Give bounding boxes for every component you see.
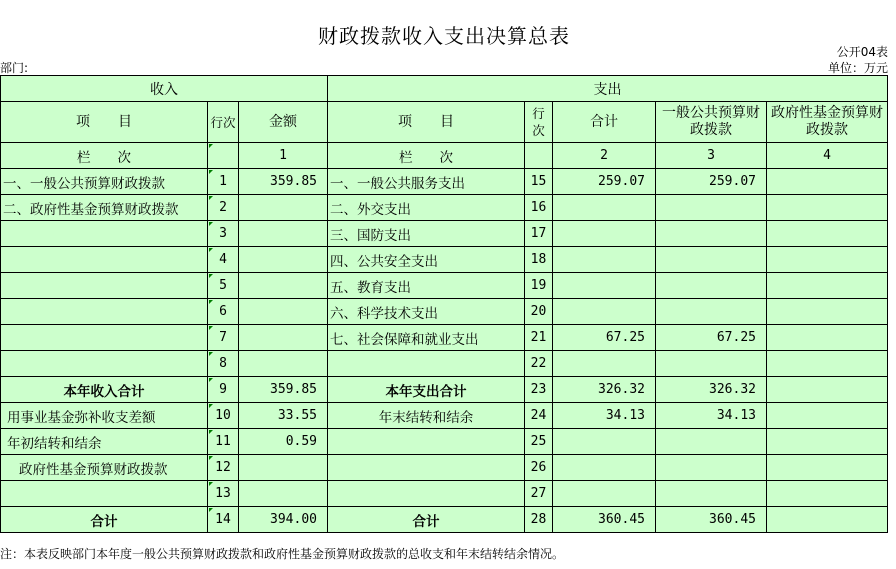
income-item-cell[interactable]: 二、政府性基金预算财政拨款 (1, 195, 208, 221)
expense-item-cell[interactable]: 四、公共安全支出 (328, 247, 525, 273)
table-row (1, 325, 888, 351)
expense-total-cell[interactable] (553, 351, 656, 377)
income-item-cell[interactable] (1, 351, 208, 377)
report-title: 财政拨款收入支出决算总表 (318, 24, 570, 48)
income-item-cell[interactable] (1, 221, 208, 247)
expense-total-cell[interactable] (553, 273, 656, 299)
table-row (1, 377, 888, 403)
income-line-index[interactable] (208, 143, 239, 169)
income-line-cell[interactable]: 2 (208, 195, 239, 221)
expense-total-cell[interactable] (553, 481, 656, 507)
expense-general-cell[interactable] (656, 299, 767, 325)
income-line-cell[interactable]: 8 (208, 351, 239, 377)
data-rows (1, 169, 888, 533)
table-row (1, 299, 888, 325)
expense-total-cell[interactable]: 67.25 (553, 325, 656, 351)
table-row (1, 507, 888, 533)
income-line-cell[interactable]: 5 (208, 273, 239, 299)
expense-item-cell[interactable]: 年末结转和结余 (328, 403, 525, 429)
income-amount-cell[interactable] (239, 195, 328, 221)
expense-fund-cell[interactable] (767, 169, 888, 195)
expense-fund-cell[interactable] (767, 429, 888, 455)
expense-item-cell[interactable]: 合计 (328, 507, 525, 533)
expense-item-cell[interactable]: 二、外交支出 (328, 195, 525, 221)
table-row (1, 195, 888, 221)
expense-item-header[interactable]: 项 目 (328, 102, 525, 143)
budget-table (0, 75, 888, 533)
income-item-cell[interactable]: 本年收入合计 (1, 377, 208, 403)
expense-item-cell[interactable] (328, 351, 525, 377)
income-line-cell[interactable]: 7 (208, 325, 239, 351)
expense-total-cell[interactable] (553, 299, 656, 325)
expense-total-cell[interactable] (553, 429, 656, 455)
expense-general-cell[interactable]: 34.13 (656, 403, 767, 429)
department-label: 部门: (0, 61, 29, 75)
table-row (1, 247, 888, 273)
expense-item-cell[interactable]: 六、科学技术支出 (328, 299, 525, 325)
expense-line-cell[interactable]: 20 (525, 299, 553, 325)
expense-line-cell[interactable]: 17 (525, 221, 553, 247)
income-line-cell[interactable]: 12 (208, 455, 239, 481)
expense-general-cell[interactable] (656, 481, 767, 507)
column-index-2[interactable]: 2 (553, 143, 656, 169)
income-item-cell[interactable] (1, 325, 208, 351)
income-amount-cell[interactable] (239, 273, 328, 299)
expense-fund-cell[interactable] (767, 481, 888, 507)
income-amount-cell[interactable]: 394.00 (239, 507, 328, 533)
income-amount-cell[interactable]: 0.59 (239, 429, 328, 455)
income-amount-cell[interactable] (239, 221, 328, 247)
header-row-groups (1, 76, 888, 102)
income-amount-cell[interactable] (239, 455, 328, 481)
expense-total-cell[interactable]: 360.45 (553, 507, 656, 533)
expense-general-cell[interactable]: 67.25 (656, 325, 767, 351)
income-item-cell[interactable]: 一、一般公共预算财政拨款 (1, 169, 208, 195)
income-amount-header[interactable]: 金额 (239, 102, 328, 143)
income-item-cell[interactable]: 合计 (1, 507, 208, 533)
income-amount-cell[interactable] (239, 351, 328, 377)
expense-line-index[interactable] (525, 143, 553, 169)
expense-general-cell[interactable] (656, 195, 767, 221)
income-item-cell[interactable] (1, 481, 208, 507)
income-item-header[interactable]: 项 目 (1, 102, 208, 143)
column-index-4[interactable]: 4 (767, 143, 888, 169)
expense-line-header[interactable]: 行次 (525, 102, 553, 143)
expense-line-cell[interactable]: 18 (525, 247, 553, 273)
expense-general-cell[interactable]: 259.07 (656, 169, 767, 195)
income-group-header[interactable]: 收入 (1, 76, 328, 102)
income-index-label[interactable]: 栏 次 (1, 143, 208, 169)
expense-fund-cell[interactable] (767, 507, 888, 533)
expense-line-cell[interactable]: 28 (525, 507, 553, 533)
unit-label: 单位：万元 (827, 61, 888, 75)
income-line-cell[interactable]: 13 (208, 481, 239, 507)
expense-group-header[interactable]: 支出 (328, 76, 888, 102)
expense-general-cell[interactable]: 326.32 (656, 377, 767, 403)
expense-fund-cell[interactable] (767, 221, 888, 247)
expense-fund-cell[interactable] (767, 351, 888, 377)
income-amount-cell[interactable] (239, 325, 328, 351)
income-line-cell[interactable]: 11 (208, 429, 239, 455)
expense-general-cell[interactable] (656, 273, 767, 299)
income-line-cell[interactable]: 10 (208, 403, 239, 429)
table-row (1, 403, 888, 429)
expense-fund-cell[interactable] (767, 403, 888, 429)
expense-line-cell[interactable]: 16 (525, 195, 553, 221)
expense-index-label[interactable]: 栏 次 (328, 143, 525, 169)
expense-total-cell[interactable]: 34.13 (553, 403, 656, 429)
income-amount-cell[interactable]: 33.55 (239, 403, 328, 429)
expense-line-cell[interactable]: 23 (525, 377, 553, 403)
income-amount-cell[interactable]: 359.85 (239, 377, 328, 403)
expense-fund-cell[interactable] (767, 325, 888, 351)
income-item-cell[interactable]: 政府性基金预算财政拨款 (1, 455, 208, 481)
footnote: 注：本表反映部门本年度一般公共预算财政拨款和政府性基金预算财政拨款的总收支和年末结转结余情况。 (0, 547, 565, 561)
expense-line-cell[interactable]: 15 (525, 169, 553, 195)
expense-total-cell[interactable] (553, 455, 656, 481)
expense-general-cell[interactable] (656, 455, 767, 481)
income-item-cell[interactable]: 年初结转和结余 (1, 429, 208, 455)
income-line-cell[interactable]: 9 (208, 377, 239, 403)
expense-fund-cell[interactable] (767, 195, 888, 221)
expense-fund-header[interactable]: 政府性基金预算财政拨款 (767, 102, 888, 143)
income-line-cell[interactable]: 3 (208, 221, 239, 247)
income-amount-cell[interactable]: 359.85 (239, 169, 328, 195)
expense-line-cell[interactable]: 27 (525, 481, 553, 507)
expense-general-header[interactable]: 一般公共预算财政拨款 (656, 102, 767, 143)
expense-fund-cell[interactable] (767, 299, 888, 325)
expense-fund-cell[interactable] (767, 455, 888, 481)
form-number: 公开04表 (836, 45, 888, 59)
income-item-cell[interactable] (1, 273, 208, 299)
expense-total-cell[interactable] (553, 221, 656, 247)
expense-line-cell[interactable]: 24 (525, 403, 553, 429)
income-line-header[interactable]: 行次 (208, 102, 239, 143)
income-amount-cell[interactable] (239, 299, 328, 325)
expense-line-cell[interactable]: 21 (525, 325, 553, 351)
expense-general-cell[interactable] (656, 351, 767, 377)
expense-total-header[interactable]: 合计 (553, 102, 656, 143)
table-row (1, 481, 888, 507)
expense-fund-cell[interactable] (767, 247, 888, 273)
income-line-cell[interactable]: 6 (208, 299, 239, 325)
income-item-cell[interactable] (1, 299, 208, 325)
expense-general-cell[interactable] (656, 429, 767, 455)
header-row-columns (1, 102, 888, 143)
income-amount-cell[interactable] (239, 481, 328, 507)
income-item-cell[interactable]: 用事业基金弥补收支差额 (1, 403, 208, 429)
expense-item-cell[interactable]: 五、教育支出 (328, 273, 525, 299)
expense-total-cell[interactable]: 326.32 (553, 377, 656, 403)
expense-item-cell[interactable]: 本年支出合计 (328, 377, 525, 403)
table-row (1, 351, 888, 377)
expense-item-cell[interactable] (328, 429, 525, 455)
expense-fund-cell[interactable] (767, 377, 888, 403)
expense-item-cell[interactable]: 七、社会保障和就业支出 (328, 325, 525, 351)
column-index-3[interactable]: 3 (656, 143, 767, 169)
income-line-cell[interactable]: 14 (208, 507, 239, 533)
expense-fund-cell[interactable] (767, 273, 888, 299)
expense-total-cell[interactable] (553, 195, 656, 221)
expense-item-cell[interactable] (328, 481, 525, 507)
expense-total-cell[interactable]: 259.07 (553, 169, 656, 195)
income-line-cell[interactable]: 4 (208, 247, 239, 273)
expense-total-cell[interactable] (553, 247, 656, 273)
expense-line-cell[interactable]: 25 (525, 429, 553, 455)
expense-line-cell[interactable]: 22 (525, 351, 553, 377)
expense-line-cell[interactable]: 19 (525, 273, 553, 299)
table-row (1, 455, 888, 481)
column-index-row (1, 143, 888, 169)
expense-item-cell[interactable]: 三、国防支出 (328, 221, 525, 247)
table-row (1, 429, 888, 455)
table-row (1, 169, 888, 195)
table-row (1, 273, 888, 299)
expense-general-cell[interactable]: 360.45 (656, 507, 767, 533)
table-row (1, 221, 888, 247)
expense-item-cell[interactable] (328, 455, 525, 481)
income-line-cell[interactable]: 1 (208, 169, 239, 195)
expense-item-cell[interactable]: 一、一般公共服务支出 (328, 169, 525, 195)
expense-general-cell[interactable] (656, 221, 767, 247)
income-amount-cell[interactable] (239, 247, 328, 273)
income-item-cell[interactable] (1, 247, 208, 273)
column-index-1[interactable]: 1 (239, 143, 328, 169)
expense-line-cell[interactable]: 26 (525, 455, 553, 481)
expense-general-cell[interactable] (656, 247, 767, 273)
